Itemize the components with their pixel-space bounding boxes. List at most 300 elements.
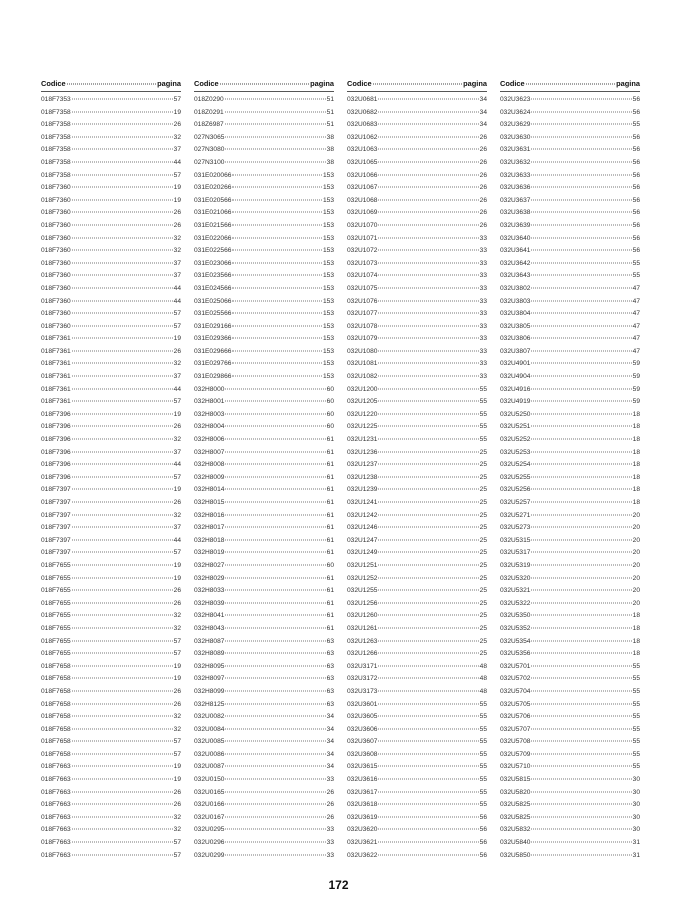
entry-page: 61	[326, 486, 334, 494]
entry-code: 032U0087	[194, 763, 225, 771]
entry-leader-dots	[378, 552, 478, 553]
index-rows	[347, 96, 487, 864]
index-entry	[41, 260, 181, 273]
entry-code: 032U1075	[347, 284, 378, 292]
entry-code: 032H8029	[194, 574, 225, 582]
column-header	[194, 79, 334, 92]
entry-page: 30	[632, 826, 640, 834]
entry-page: 20	[632, 599, 640, 607]
index-entry	[41, 449, 181, 462]
entry-code: 018F7663	[41, 813, 71, 821]
index-entry	[347, 524, 487, 537]
entry-code: 032U1072	[347, 247, 378, 255]
index-entry	[194, 209, 334, 222]
entry-code: 032U3639	[500, 221, 531, 229]
entry-leader-dots	[531, 250, 631, 251]
index-entry	[500, 96, 640, 109]
entry-leader-dots	[72, 401, 173, 402]
entry-page: 25	[479, 599, 487, 607]
index-entry	[347, 688, 487, 701]
entry-code: 018F7655	[41, 612, 71, 620]
entry-leader-dots	[72, 564, 173, 565]
index-entry	[194, 398, 334, 411]
entry-code: 018F7397	[41, 549, 71, 557]
entry-page: 34	[326, 738, 334, 746]
index-entry	[41, 562, 181, 575]
index-entry	[500, 650, 640, 663]
entry-leader-dots	[225, 590, 325, 591]
entry-code: 032U3641	[500, 247, 531, 255]
entry-page: 18	[632, 436, 640, 444]
index-entry	[194, 776, 334, 789]
index-entry	[347, 537, 487, 550]
entry-page: 33	[326, 776, 334, 784]
entry-page: 32	[173, 436, 181, 444]
index-entry	[347, 310, 487, 323]
entry-leader-dots	[225, 653, 325, 654]
entry-code: 032U3608	[347, 750, 378, 758]
entry-code: 032U5315	[500, 536, 531, 544]
entry-code: 032U3807	[500, 347, 531, 355]
entry-leader-dots	[72, 313, 173, 314]
entry-code: 018F7663	[41, 763, 71, 771]
entry-page: 25	[479, 637, 487, 645]
entry-leader-dots	[378, 577, 478, 578]
entry-code: 018F7358	[41, 171, 71, 179]
entry-leader-dots	[72, 615, 173, 616]
entry-leader-dots	[531, 401, 631, 402]
index-entry	[500, 738, 640, 751]
entry-code: 032U5321	[500, 587, 531, 595]
entry-leader-dots	[378, 363, 478, 364]
index-entry	[347, 776, 487, 789]
entry-leader-dots	[72, 237, 173, 238]
entry-leader-dots	[531, 502, 631, 503]
index-entry	[194, 222, 334, 235]
entry-leader-dots	[378, 728, 478, 729]
index-entry	[194, 486, 334, 499]
entry-code: 032H8125	[194, 700, 225, 708]
entry-leader-dots	[225, 149, 325, 150]
entry-code: 032U1200	[347, 385, 378, 393]
entry-leader-dots	[72, 502, 173, 503]
entry-page: 61	[326, 473, 334, 481]
entry-page: 61	[326, 612, 334, 620]
entry-page: 32	[173, 234, 181, 242]
entry-leader-dots	[531, 363, 631, 364]
entry-page: 26	[326, 813, 334, 821]
entry-code: 032U5701	[500, 662, 531, 670]
entry-leader-dots	[72, 678, 173, 679]
entry-page: 19	[173, 776, 181, 784]
entry-page: 51	[326, 121, 334, 129]
entry-leader-dots	[531, 716, 631, 717]
entry-leader-dots	[225, 816, 325, 817]
entry-leader-dots	[531, 590, 631, 591]
entry-code: 018F7361	[41, 398, 71, 406]
index-entry	[347, 512, 487, 525]
page-header: pagina	[463, 79, 487, 88]
entry-page: 18	[632, 499, 640, 506]
entry-leader-dots	[531, 804, 631, 805]
entry-code: 032U3622	[347, 851, 378, 859]
entry-code: 032U3805	[500, 322, 531, 330]
entry-page: 55	[632, 121, 640, 129]
entry-leader-dots	[378, 161, 478, 162]
index-entry	[194, 638, 334, 651]
entry-code: 032U0085	[194, 738, 225, 746]
entry-code: 031E029366	[194, 335, 232, 343]
entry-leader-dots	[72, 791, 173, 792]
index-entry	[500, 839, 640, 852]
index-entry	[500, 461, 640, 474]
entry-leader-dots	[378, 136, 478, 137]
index-entry	[500, 323, 640, 336]
index-entry	[194, 789, 334, 802]
entry-page: 55	[632, 662, 640, 670]
index-entry	[500, 549, 640, 562]
entry-page: 55	[632, 713, 640, 721]
entry-code: 032H8006	[194, 436, 225, 444]
entry-code: 032U5250	[500, 410, 531, 418]
entry-code: 032H8008	[194, 461, 225, 469]
index-entry	[347, 373, 487, 386]
entry-leader-dots	[232, 212, 322, 213]
index-entry	[500, 310, 640, 323]
entry-page: 153	[322, 259, 334, 267]
entry-page: 32	[173, 511, 181, 519]
entry-page: 56	[632, 184, 640, 192]
entry-page: 48	[479, 662, 487, 670]
entry-page: 56	[479, 851, 487, 859]
entry-code: 032H8039	[194, 599, 225, 607]
index-entry	[41, 625, 181, 638]
entry-leader-dots	[378, 426, 478, 427]
entry-code: 032U1067	[347, 184, 378, 192]
entry-code: 018F7658	[41, 662, 71, 670]
index-entry	[41, 638, 181, 651]
index-entry	[347, 587, 487, 600]
entry-page: 61	[326, 549, 334, 557]
entry-code: 018F7397	[41, 499, 71, 506]
entry-code: 032U0150	[194, 776, 225, 784]
entry-leader-dots	[378, 325, 478, 326]
entry-leader-dots	[531, 300, 631, 301]
entry-page: 55	[479, 423, 487, 431]
entry-page: 25	[479, 612, 487, 620]
entry-page: 153	[322, 247, 334, 255]
entry-leader-dots	[378, 716, 478, 717]
index-entry	[347, 360, 487, 373]
entry-page: 59	[632, 398, 640, 406]
index-entry	[194, 524, 334, 537]
entry-code: 032U1082	[347, 373, 378, 381]
entry-leader-dots	[225, 489, 325, 490]
entry-code: 032U5320	[500, 574, 531, 582]
entry-code: 018F7360	[41, 196, 71, 204]
index-entry	[347, 763, 487, 776]
index-entry	[347, 625, 487, 638]
index-entry	[500, 801, 640, 814]
entry-code: 032U5820	[500, 788, 531, 796]
entry-code: 027N3065	[194, 133, 225, 141]
index-entry	[194, 360, 334, 373]
entry-leader-dots	[378, 476, 478, 477]
entry-code: 031E021566	[194, 221, 232, 229]
entry-leader-dots	[225, 111, 326, 112]
entry-page: 33	[479, 373, 487, 381]
entry-code: 032H8041	[194, 612, 225, 620]
entry-page: 44	[173, 284, 181, 292]
index-entry	[41, 222, 181, 235]
entry-code: 032U5256	[500, 486, 531, 494]
entry-leader-dots	[225, 476, 325, 477]
entry-page: 153	[322, 184, 334, 192]
entry-code: 032U5707	[500, 725, 531, 733]
index-entry	[194, 335, 334, 348]
entry-code: 018F7361	[41, 347, 71, 355]
entry-leader-dots	[72, 602, 173, 603]
entry-leader-dots	[232, 300, 322, 301]
entry-leader-dots	[72, 816, 173, 817]
entry-code: 032U1205	[347, 398, 378, 406]
entry-page: 55	[479, 398, 487, 406]
entry-code: 018F7396	[41, 461, 71, 469]
entry-leader-dots	[225, 577, 325, 578]
entry-page: 20	[632, 561, 640, 569]
entry-page: 55	[479, 700, 487, 708]
entry-leader-dots	[531, 829, 631, 830]
entry-code: 018F7360	[41, 247, 71, 255]
entry-leader-dots	[225, 678, 325, 679]
entry-code: 032U3617	[347, 788, 378, 796]
entry-page: 33	[479, 360, 487, 368]
index-entry	[194, 474, 334, 487]
entry-page: 47	[632, 284, 640, 292]
entry-leader-dots	[225, 552, 325, 553]
entry-code: 018F7360	[41, 259, 71, 267]
index-entry	[194, 688, 334, 701]
entry-leader-dots	[72, 842, 173, 843]
entry-leader-dots	[232, 275, 322, 276]
entry-leader-dots	[72, 363, 173, 364]
entry-page: 60	[326, 398, 334, 406]
index-entry	[194, 763, 334, 776]
entry-page: 61	[326, 587, 334, 595]
entry-page: 26	[173, 587, 181, 595]
entry-code: 018Z0290	[194, 96, 224, 103]
entry-page: 56	[632, 196, 640, 204]
index-entry	[347, 852, 487, 865]
entry-code: 032U3636	[500, 184, 531, 192]
entry-page: 57	[173, 839, 181, 847]
entry-page: 30	[632, 788, 640, 796]
entry-code: 031E022566	[194, 247, 232, 255]
index-entry	[347, 121, 487, 134]
entry-code: 032U5704	[500, 687, 531, 695]
entry-code: 031E025066	[194, 297, 232, 305]
index-entry	[194, 323, 334, 336]
entry-leader-dots	[531, 539, 631, 540]
entry-page: 33	[479, 322, 487, 330]
index-entry	[194, 348, 334, 361]
entry-leader-dots	[378, 250, 478, 251]
entry-code: 031E029766	[194, 360, 232, 368]
entry-code: 032U5815	[500, 776, 531, 784]
entry-leader-dots	[225, 426, 325, 427]
index-entry	[347, 109, 487, 122]
entry-leader-dots	[225, 451, 325, 452]
entry-page: 25	[479, 486, 487, 494]
code-header: Codice	[41, 79, 66, 88]
entry-code: 018F7658	[41, 713, 71, 721]
entry-code: 032U3616	[347, 776, 378, 784]
entry-page: 25	[479, 524, 487, 532]
entry-leader-dots	[72, 262, 173, 263]
entry-code: 032U0296	[194, 839, 225, 847]
entry-page: 56	[632, 171, 640, 179]
entry-code: 032U1249	[347, 549, 378, 557]
entry-code: 032U1068	[347, 196, 378, 204]
entry-code: 032U1231	[347, 436, 378, 444]
entry-leader-dots	[378, 262, 478, 263]
index-entry	[500, 272, 640, 285]
index-entry	[347, 272, 487, 285]
entry-page: 61	[326, 461, 334, 469]
entry-leader-dots	[225, 161, 325, 162]
entry-code: 032U0165	[194, 788, 225, 796]
entry-page: 153	[322, 171, 334, 179]
column-header	[500, 79, 640, 92]
entry-page: 33	[479, 272, 487, 280]
index-entry	[194, 663, 334, 676]
header-leader-dots	[373, 84, 463, 85]
entry-leader-dots	[531, 451, 631, 452]
entry-leader-dots	[72, 741, 173, 742]
entry-code: 032U5825	[500, 801, 531, 809]
entry-page: 47	[632, 335, 640, 343]
entry-leader-dots	[378, 741, 478, 742]
entry-leader-dots	[72, 489, 173, 490]
entry-page: 48	[479, 687, 487, 695]
index-entry	[194, 612, 334, 625]
entry-leader-dots	[72, 665, 173, 666]
index-entry	[194, 172, 334, 185]
entry-code: 031E020566	[194, 196, 232, 204]
entry-leader-dots	[378, 149, 478, 150]
entry-leader-dots	[531, 703, 631, 704]
entry-code: 032U1252	[347, 574, 378, 582]
entry-leader-dots	[378, 665, 478, 666]
entry-code: 018F7358	[41, 158, 71, 166]
entry-page: 55	[632, 700, 640, 708]
entry-code: 032U5840	[500, 839, 531, 847]
entry-leader-dots	[232, 363, 322, 364]
index-column-1	[41, 79, 181, 864]
column-header	[41, 79, 181, 92]
index-entry	[500, 575, 640, 588]
index-entry	[41, 763, 181, 776]
entry-code: 032U1255	[347, 587, 378, 595]
entry-page: 55	[632, 675, 640, 683]
entry-code: 032U0683	[347, 121, 378, 129]
entry-page: 25	[479, 650, 487, 658]
entry-page: 32	[173, 133, 181, 141]
entry-code: 032U3605	[347, 713, 378, 721]
entry-code: 032U5832	[500, 826, 531, 834]
index-entry	[500, 814, 640, 827]
index-entry	[41, 96, 181, 109]
entry-page: 59	[632, 373, 640, 381]
entry-page: 61	[326, 524, 334, 532]
entry-leader-dots	[225, 791, 325, 792]
entry-code: 031E023066	[194, 259, 232, 267]
entry-leader-dots	[378, 766, 478, 767]
entry-code: 032U1263	[347, 637, 378, 645]
entry-page: 19	[173, 561, 181, 569]
entry-leader-dots	[72, 527, 173, 528]
entry-leader-dots	[531, 564, 631, 565]
entry-leader-dots	[72, 804, 173, 805]
entry-page: 57	[173, 96, 181, 103]
entry-page: 57	[173, 750, 181, 758]
entry-leader-dots	[72, 161, 173, 162]
entry-code: 018F7658	[41, 700, 71, 708]
index-entry	[500, 751, 640, 764]
index-entry	[347, 449, 487, 462]
entry-code: 018F7396	[41, 473, 71, 481]
entry-code: 018F7396	[41, 423, 71, 431]
entry-page: 60	[326, 385, 334, 393]
entry-page: 33	[479, 234, 487, 242]
entry-page: 44	[173, 158, 181, 166]
entry-leader-dots	[225, 124, 326, 125]
entry-code: 032U3172	[347, 675, 378, 683]
entry-leader-dots	[225, 502, 325, 503]
entry-code: 031E025566	[194, 310, 232, 318]
index-entry	[194, 285, 334, 298]
entry-page: 19	[173, 574, 181, 582]
entry-page: 26	[173, 788, 181, 796]
entry-leader-dots	[232, 325, 322, 326]
index-entry	[194, 298, 334, 311]
entry-leader-dots	[72, 149, 173, 150]
code-header: Codice	[347, 79, 372, 88]
entry-page: 153	[322, 310, 334, 318]
entry-code: 032U5354	[500, 637, 531, 645]
entry-leader-dots	[531, 325, 631, 326]
entry-code: 018F7396	[41, 448, 71, 456]
index-entry	[347, 499, 487, 512]
index-column-2	[194, 79, 334, 864]
entry-page: 20	[632, 524, 640, 532]
index-entry	[347, 650, 487, 663]
index-entry	[41, 461, 181, 474]
index-entry	[500, 285, 640, 298]
index-entry	[500, 524, 640, 537]
index-entry	[194, 625, 334, 638]
index-entry	[500, 121, 640, 134]
index-table	[41, 79, 640, 864]
entry-leader-dots	[378, 602, 478, 603]
index-entry	[347, 96, 487, 109]
entry-page: 26	[479, 146, 487, 154]
index-entry	[41, 272, 181, 285]
entry-code: 032U3642	[500, 259, 531, 267]
index-entry	[500, 638, 640, 651]
entry-leader-dots	[378, 690, 478, 691]
index-entry	[500, 146, 640, 159]
